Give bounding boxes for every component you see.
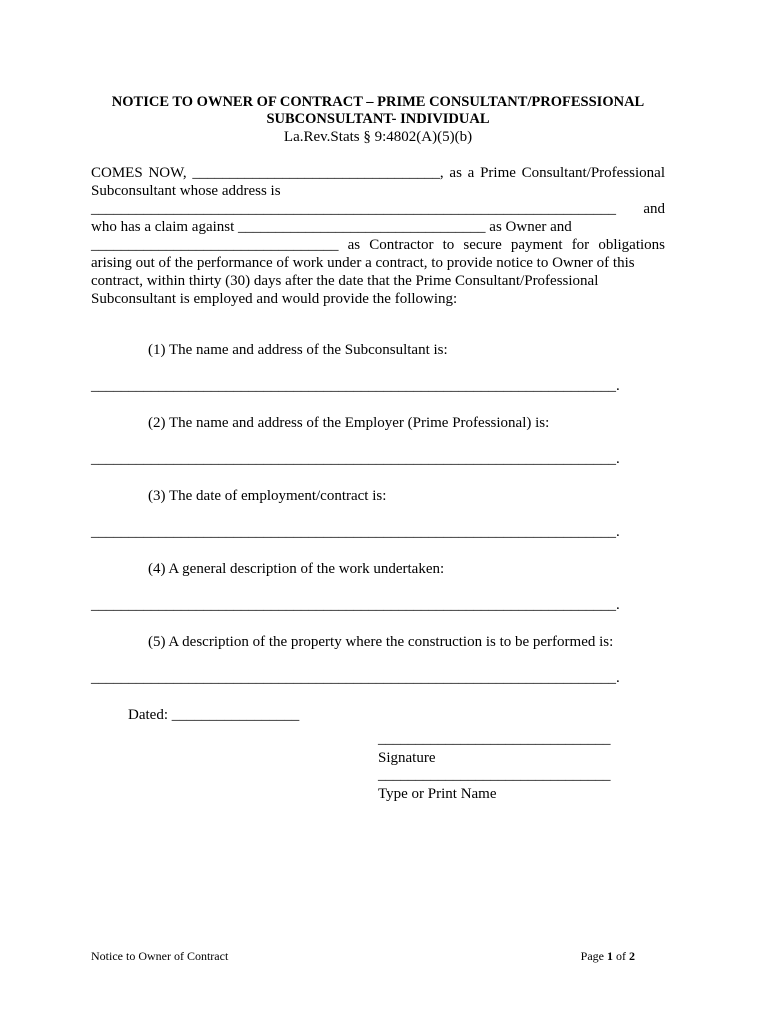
- document-page: [91, 94, 665, 724]
- fill-in-blank[interactable]: ______________________________________________________________________.: [91, 451, 620, 467]
- paragraph-line: who has a claim against _________________________________ as Owner and: [91, 219, 572, 235]
- paragraph-line: _________________________________ as Contractor to secure payment for obligations: [91, 237, 665, 253]
- item-label: (1) The name and address of the Subconsultant is:: [148, 342, 448, 358]
- paragraph-line: contract, within thirty (30) days after the date that the Prime Consultant/Professional: [91, 273, 599, 289]
- footer-document-name: Notice to Owner of Contract: [91, 949, 229, 963]
- item-label: (5) A description of the property where the construction is to be performed is:: [148, 634, 614, 650]
- signature-label: Signature: [378, 750, 436, 766]
- current-page: 1: [607, 949, 613, 963]
- print-name-line[interactable]: _______________________________: [378, 767, 611, 783]
- dated-field[interactable]: Dated: _________________: [128, 707, 300, 723]
- item-label: (2) The name and address of the Employer (Prime Professional) is:: [148, 415, 550, 431]
- statute-citation: La.Rev.Stats § 9:4802(A)(5)(b): [283, 129, 473, 145]
- item-label: (4) A general description of the work undertaken:: [148, 561, 445, 577]
- item-label: (3) The date of employment/contract is:: [148, 488, 387, 504]
- page-prefix: Page: [580, 949, 607, 963]
- list-item: [91, 560, 665, 614]
- paragraph-line: COMES NOW, _________________________________, as a Prime Consultant/Professional: [91, 165, 665, 181]
- paragraph-line: Subconsultant whose address is: [91, 183, 281, 199]
- list-item: [91, 487, 665, 541]
- required-items-list: [91, 341, 665, 687]
- paragraph-line: ______________________________________________________________________ and: [91, 201, 665, 217]
- total-pages: 2: [629, 949, 635, 963]
- page-number: [581, 949, 635, 964]
- list-item: [91, 414, 665, 468]
- intro-paragraph: [91, 164, 665, 308]
- fill-in-blank[interactable]: ______________________________________________________________________.: [91, 378, 620, 394]
- paragraph-line: Subconsultant is employed and would provide the following:: [91, 291, 458, 307]
- title-line-1: NOTICE TO OWNER OF CONTRACT – PRIME CONSULTANT/PROFESSIONAL: [111, 94, 645, 110]
- paragraph-line: arising out of the performance of work under a contract, to provide notice to Owner of this: [91, 255, 635, 271]
- fill-in-blank[interactable]: ______________________________________________________________________.: [91, 670, 620, 686]
- fill-in-blank[interactable]: ______________________________________________________________________.: [91, 524, 620, 540]
- document-title: [91, 94, 665, 128]
- list-item: [91, 341, 665, 395]
- list-item: [91, 633, 665, 687]
- page-of: of: [613, 949, 629, 963]
- fill-in-blank[interactable]: ______________________________________________________________________.: [91, 597, 620, 613]
- print-name-label: Type or Print Name: [378, 786, 497, 802]
- title-line-2: SUBCONSULTANT- INDIVIDUAL: [266, 111, 490, 127]
- signature-line[interactable]: _______________________________: [378, 731, 611, 747]
